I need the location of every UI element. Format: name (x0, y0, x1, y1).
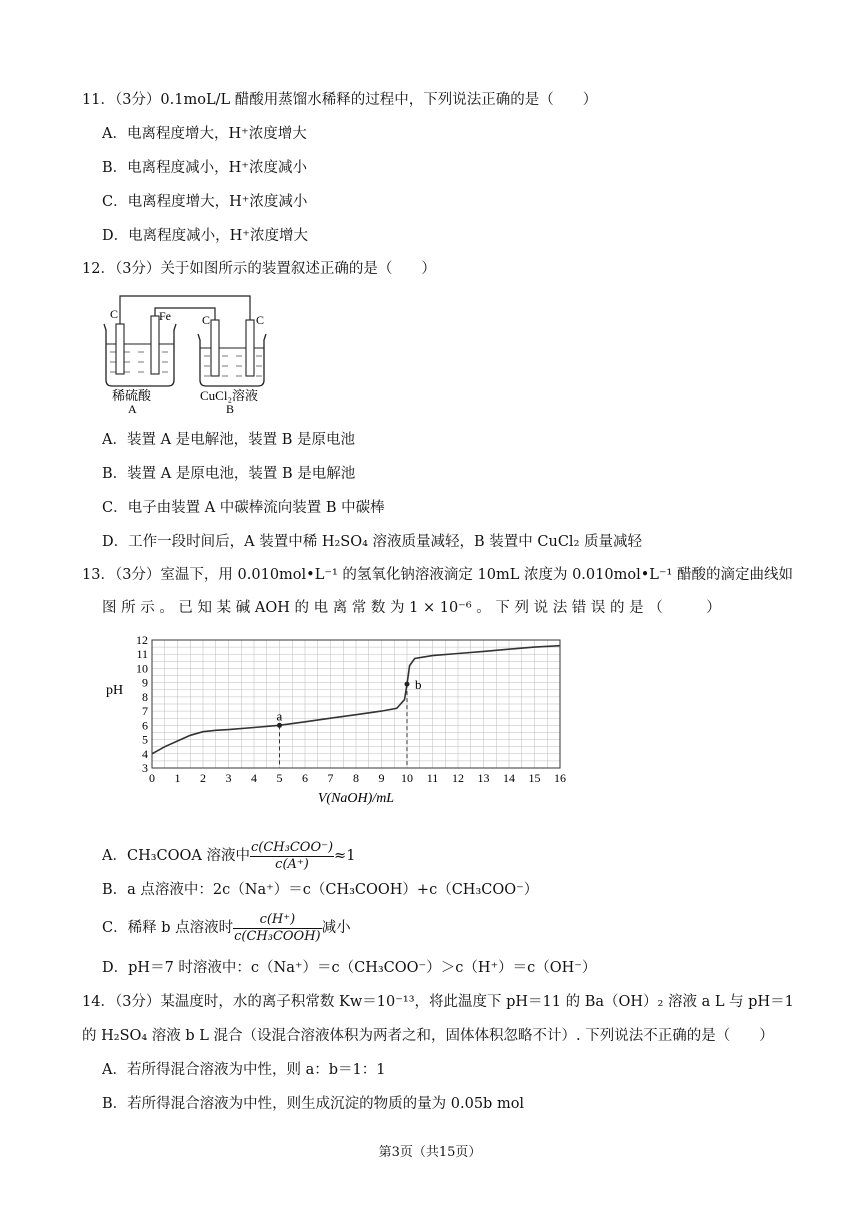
y-tick-label-7: 7 (142, 704, 148, 719)
point-label-b: b (415, 677, 422, 693)
point-a (277, 723, 282, 728)
q13-option-b: B．a 点溶液中：2c（Na⁺）＝c（CH₃COOH）+c（CH₃COO⁻） (102, 882, 539, 898)
x-tick-label-10: 10 (401, 771, 413, 785)
q14-option-a: A．若所得混合溶液为中性，则 a：b＝1：1 (102, 1062, 386, 1078)
point-label-a: a (276, 708, 283, 724)
q14-stem-line1: 14．（3分）某温度时，水的离子积常数 Kw＝10⁻¹³，将此温度下 pH＝11 的 Ba（OH）₂ 溶液 a L 与 pH＝1 (82, 994, 794, 1010)
y-tick-label-10: 10 (136, 661, 148, 676)
q12-option-b: B．装置 A 是原电池，装置 B 是电解池 (102, 466, 356, 482)
y-tick-label-3: 3 (142, 761, 148, 775)
x-tick-label-13: 13 (477, 771, 490, 785)
x-axis-label: V(NaOH)/mL (317, 791, 395, 806)
x-tick-label-15: 15 (528, 771, 541, 785)
q12-option-a: A．装置 A 是电解池，装置 B 是原电池 (102, 432, 356, 448)
x-tick-label-3: 3 (225, 771, 232, 785)
q13-option-c: C．稀释 b 点溶液时 $\frac{c(H^+)}{\text{c(CH₃COOH)}}$ 减小 (102, 911, 351, 944)
label-b: B (226, 402, 235, 415)
x-tick-label-5: 5 (276, 771, 283, 785)
label-c-left: C (110, 307, 119, 321)
x-tick-label-6: 6 (302, 771, 308, 785)
q13-option-c-fraction: $\frac{c(H^+)}{\text{c(CH₃COOH)}}$ (234, 911, 321, 944)
y-axis-label: pH (106, 682, 124, 698)
y-tick-label-5: 5 (142, 732, 148, 747)
q12-stem: 12．（3分）关于如图所示的装置叙述正确的是（ ） (82, 261, 436, 277)
label-fe: Fe (159, 309, 171, 323)
y-tick-label-6: 6 (142, 718, 148, 733)
point-b (405, 682, 410, 687)
label-c-mid: C (202, 313, 211, 327)
q11-option-b: B．电离程度减小，H⁺浓度减小 (102, 160, 307, 176)
x-tick-label-8: 8 (353, 771, 359, 785)
titration-chart (100, 632, 580, 812)
x-tick-label-2: 2 (200, 771, 206, 785)
x-tick-label-0: 0 (149, 771, 155, 785)
y-tick-label-12: 12 (136, 633, 148, 647)
label-dilute-sulfuric: 稀硫酸 (112, 388, 152, 403)
q13-option-a-fraction: $\frac{\text{c(CH₃COO⁻)}}{c(A^+)}$ (251, 839, 334, 872)
label-a: A (128, 402, 137, 415)
q14-stem-line2: 的 H₂SO₄ 溶液 b L 混合（设混合溶液体积为两者之和，固体体积忽略不计）. 下列说法不正确的是（ ） (82, 1028, 774, 1044)
x-tick-label-9: 9 (378, 771, 385, 785)
x-tick-label-14: 14 (503, 771, 515, 785)
q11-stem: 11．（3分）0.1moL/L 醋酸用蒸馏水稀释的过程中，下列说法正确的是（ ） (82, 92, 598, 108)
q12-option-d: D．工作一段时间后，A 装置中稀 H₂SO₄ 溶液质量减轻，B 装置中 CuCl₂ 质量减轻 (102, 534, 642, 550)
page-footer: 第3页（共15页） (378, 1145, 482, 1160)
electrochem-apparatus-figure (100, 290, 285, 415)
q11-option-c: C．电离程度增大，H⁺浓度减小 (102, 194, 308, 210)
y-tick-label-9: 9 (142, 675, 148, 690)
y-tick-label-8: 8 (142, 689, 148, 704)
x-tick-label-1: 1 (174, 771, 181, 785)
label-c-right: C (256, 313, 265, 327)
x-tick-label-11: 11 (426, 771, 439, 785)
x-tick-label-12: 12 (452, 771, 464, 785)
x-tick-label-16: 16 (554, 771, 566, 785)
label-cucl2: CuCl₂溶液 (200, 388, 258, 403)
q11-option-a: A．电离程度增大，H⁺浓度增大 (102, 126, 307, 142)
x-tick-label-4: 4 (251, 771, 257, 785)
q11-option-d: D．电离程度减小，H⁺浓度增大 (102, 228, 308, 244)
q13-option-a: A．CH₃COOA 溶液中 $\frac{\text{c(CH₃COO⁻)}}{c(A^+)}$ ≈1 (102, 839, 356, 872)
x-tick-label-7: 7 (327, 771, 334, 785)
y-tick-label-4: 4 (142, 746, 148, 761)
q14-option-b: B．若所得混合溶液为中性，则生成沉淀的物质的量为 0.05b mol (102, 1096, 525, 1112)
q13-stem-line2: 图 所 示 。 已 知 某 碱 AOH 的 电 离 常 数 为 1 × 10⁻⁶ 。 下 列 说 法 错 误 的 是 （ ） (102, 600, 721, 616)
y-tick-label-11: 11 (136, 647, 148, 662)
q13-option-d: D．pH＝7 时溶液中：c（Na⁺）＝c（CH₃COO⁻）＞c（H⁺）＝c（OH⁻） (102, 960, 597, 976)
q12-option-c: C．电子由装置 A 中碳棒流向装置 B 中碳棒 (102, 500, 385, 516)
q13-stem-line1: 13．（3分）室温下，用 0.010mol•L⁻¹ 的氢氧化钠溶液滴定 10mL 浓度为 0.010mol•L⁻¹ 醋酸的滴定曲线如 (82, 567, 793, 583)
